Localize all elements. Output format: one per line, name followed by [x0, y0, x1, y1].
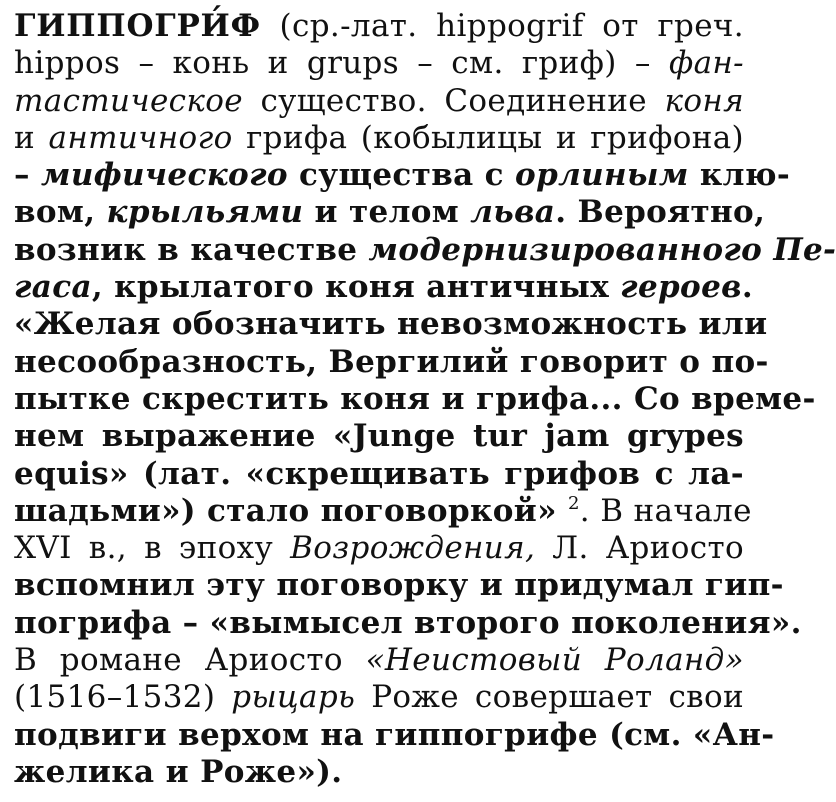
article-line [14, 567, 784, 604]
article-line [14, 604, 802, 642]
text-run: Л. Ариосто [535, 530, 744, 567]
article-line [14, 8, 744, 45]
italic-term: фан- [668, 45, 744, 82]
italic-term: рыцарь [231, 679, 356, 716]
text-run: Роже совершает свои [355, 679, 744, 716]
article-line [14, 492, 752, 530]
text-run: «Желая обозначить невозможность или [14, 306, 768, 343]
text-run: желика и Роже»). [14, 753, 343, 790]
article-line [14, 343, 769, 381]
dictionary-article-hippogriff [14, 8, 836, 791]
text-run: подвиги верхом на гиппогрифе (см. «Ан- [14, 716, 775, 753]
text-run: вом, [14, 194, 107, 231]
text-run: и [14, 119, 49, 156]
text-run: вспомнил эту поговорку и придумал гип- [14, 567, 784, 604]
text-run: возник в качестве [14, 231, 369, 268]
text-run: грифа (кобылицы и грифона) [232, 119, 745, 156]
text-run: XVI в., в эпоху [14, 530, 291, 567]
footnote-marker: 2 [567, 492, 580, 514]
italic-term: мифического [41, 157, 288, 194]
article-line [14, 754, 744, 791]
article-line [14, 679, 744, 716]
article-line [14, 231, 836, 269]
article-line [14, 380, 816, 418]
text-run: В романе Ариосто [14, 642, 366, 679]
text-run: . [741, 269, 754, 306]
text-run: . В начале [579, 492, 752, 529]
article-line [14, 45, 744, 82]
italic-term: «Неистовый Роланд» [365, 642, 744, 679]
italic-term: крыльями [106, 194, 304, 231]
text-run: (1516–1532) [14, 679, 232, 716]
article-line [14, 120, 744, 157]
text-run: и телом [303, 194, 471, 231]
text-run: пытке скрестить коня и грифа... Со време- [14, 380, 816, 417]
italic-term: коня [664, 82, 744, 119]
text-run: нем выражение «Junge tur jam grypes [14, 418, 744, 455]
text-run: (ср.-лат. hippogrif от греч. [260, 8, 744, 44]
article-line [14, 83, 744, 120]
text-run: шадьми») стало поговоркой» [14, 492, 568, 529]
article-line [14, 642, 744, 679]
text-run: несообразность, Вергилий говорит о по- [14, 343, 769, 380]
article-line [14, 194, 766, 231]
text-run: существо. Соединение [242, 82, 665, 119]
text-run: equis» (лат. «скрещивать грифов с ла- [14, 455, 744, 492]
article-line [14, 418, 744, 455]
article-line [14, 269, 754, 306]
italic-term: героев [620, 269, 742, 306]
text-run: hippos – конь и grups – см. гриф) – [14, 45, 669, 82]
article-line [14, 716, 775, 754]
italic-term: модернизированного Пе- [368, 231, 836, 268]
italic-term: гаса [14, 269, 92, 306]
italic-term: орлиным [515, 157, 689, 194]
italic-term: Возрождения, [290, 530, 536, 567]
text-run: существа с [287, 157, 516, 194]
text-run: погрифа – «вымысел второго поколения». [14, 604, 802, 641]
text-run: . Вероятно, [555, 194, 766, 231]
italic-term: льва [470, 194, 556, 231]
article-line [14, 306, 768, 343]
article-line [14, 530, 744, 567]
text-run: , крылатого коня античных [91, 269, 621, 306]
headword: ГИППОГРИ́Ф [14, 8, 261, 44]
italic-term: античного [48, 119, 233, 156]
article-line [14, 456, 744, 493]
italic-term: тастическое [14, 82, 243, 119]
text-run: – [14, 157, 41, 194]
article-line [14, 157, 791, 194]
text-run: клю- [688, 157, 791, 194]
